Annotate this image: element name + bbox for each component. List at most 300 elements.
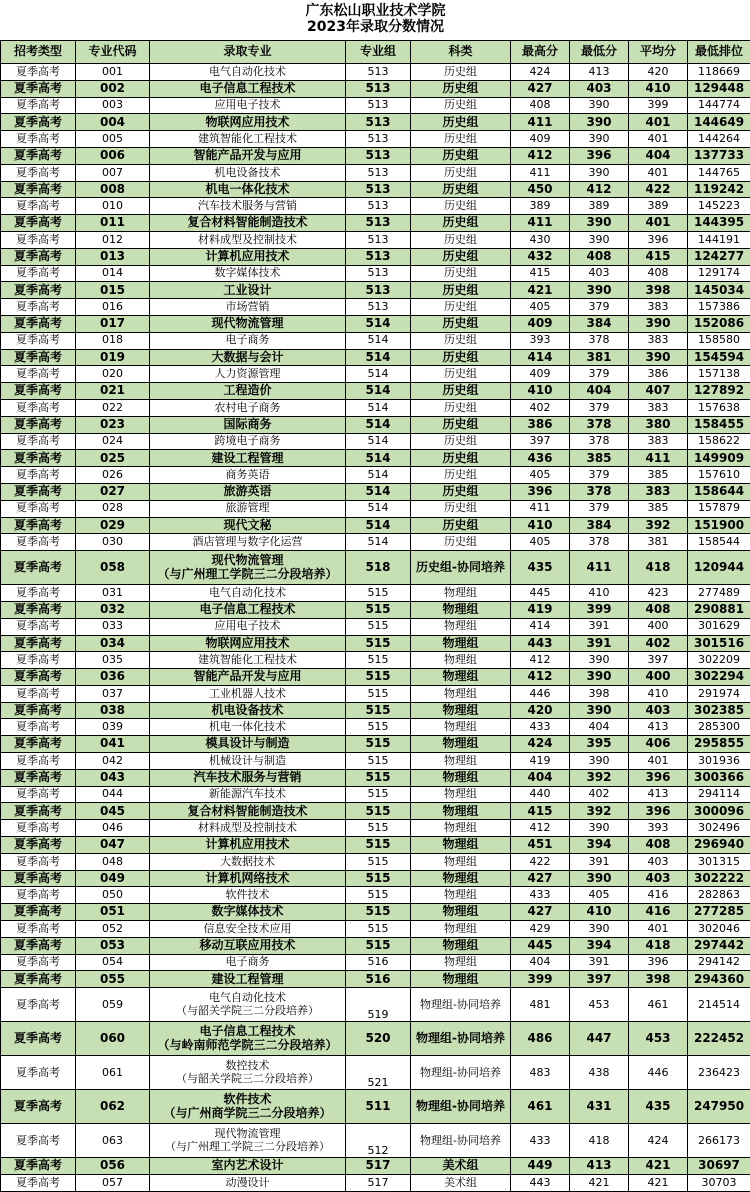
major-name: 应用电子技术 (150, 620, 345, 632)
cell-group: 514 (346, 534, 411, 551)
cell-min: 410 (570, 585, 629, 602)
cell-type: 夏季高考 (1, 64, 76, 81)
major-note: （与岭南师范学院三二分段培养） (150, 1039, 345, 1052)
cell-max: 424 (511, 64, 570, 81)
table-row (1, 299, 750, 316)
table-row (1, 551, 750, 585)
cell-type: 夏季高考 (1, 299, 76, 316)
table-row (1, 114, 750, 131)
cell-min: 399 (570, 601, 629, 618)
cell-type: 夏季高考 (1, 585, 76, 602)
cell-avg: 421 (629, 1175, 688, 1192)
cell-subject: 历史组 (411, 315, 511, 332)
cell-max: 410 (511, 517, 570, 534)
cell-group: 521 (346, 1056, 411, 1090)
cell-code: 028 (76, 500, 150, 517)
major-note: （与广州理工学院三二分段培养） (150, 568, 345, 581)
cell-min: 447 (570, 1022, 629, 1056)
report-title: 2023年录取分数情况 (1, 20, 750, 36)
cell-rank: 158644 (688, 483, 750, 500)
cell-avg: 403 (629, 702, 688, 719)
cell-code: 022 (76, 399, 150, 416)
cell-major (150, 500, 346, 517)
cell-rank: 236423 (688, 1056, 750, 1090)
cell-major (150, 921, 346, 938)
major-name: 室内艺术设计 (150, 1159, 345, 1172)
cell-subject: 历史组 (411, 299, 511, 316)
cell-group: 515 (346, 937, 411, 954)
table-row (1, 215, 750, 232)
cell-code: 048 (76, 853, 150, 870)
cell-group: 514 (346, 349, 411, 366)
cell-major (150, 383, 346, 400)
cell-subject: 物理组 (411, 921, 511, 938)
table-row (1, 601, 750, 618)
major-name: 人力资源管理 (150, 368, 345, 380)
cell-type: 夏季高考 (1, 164, 76, 181)
cell-min: 405 (570, 887, 629, 904)
cell-code: 030 (76, 534, 150, 551)
cell-min: 379 (570, 467, 629, 484)
cell-code: 032 (76, 601, 150, 618)
cell-avg: 411 (629, 450, 688, 467)
cell-subject: 历史组 (411, 500, 511, 517)
table-row (1, 231, 750, 248)
cell-min: 404 (570, 383, 629, 400)
table-row (1, 820, 750, 837)
table-row (1, 198, 750, 215)
cell-subject: 物理组 (411, 669, 511, 686)
cell-major (150, 181, 346, 198)
cell-group: 519 (346, 988, 411, 1022)
cell-max: 440 (511, 786, 570, 803)
cell-code: 060 (76, 1022, 150, 1056)
cell-avg: 420 (629, 64, 688, 81)
table-row (1, 1090, 750, 1124)
cell-major (150, 719, 346, 736)
cell-rank: 157138 (688, 366, 750, 383)
cell-type: 夏季高考 (1, 921, 76, 938)
cell-max: 435 (511, 551, 570, 585)
cell-avg: 403 (629, 853, 688, 870)
cell-group: 514 (346, 366, 411, 383)
cell-max: 405 (511, 534, 570, 551)
table-row (1, 652, 750, 669)
cell-subject: 历史组 (411, 248, 511, 265)
cell-major (150, 736, 346, 753)
cell-min: 392 (570, 769, 629, 786)
cell-rank: 277489 (688, 585, 750, 602)
cell-max: 414 (511, 618, 570, 635)
cell-code: 020 (76, 366, 150, 383)
cell-min: 390 (570, 164, 629, 181)
cell-avg: 404 (629, 147, 688, 164)
cell-min: 403 (570, 265, 629, 282)
table-row (1, 988, 750, 1022)
cell-min: 378 (570, 534, 629, 551)
table-row (1, 853, 750, 870)
major-name: 电子商务 (150, 334, 345, 346)
cell-major (150, 820, 346, 837)
cell-type: 夏季高考 (1, 534, 76, 551)
major-name: 跨境电子商务 (150, 435, 345, 447)
cell-type: 夏季高考 (1, 450, 76, 467)
major-name: 软件技术 (150, 1093, 345, 1106)
cell-type: 夏季高考 (1, 601, 76, 618)
cell-rank: 129448 (688, 80, 750, 97)
cell-subject: 物理组 (411, 601, 511, 618)
cell-major (150, 971, 346, 988)
major-note: （与韶关学院三二分段培养） (150, 1073, 345, 1085)
cell-avg: 461 (629, 988, 688, 1022)
header-avg: 平均分 (629, 41, 688, 64)
cell-min: 379 (570, 366, 629, 383)
cell-code: 025 (76, 450, 150, 467)
cell-group: 515 (346, 585, 411, 602)
cell-avg: 401 (629, 921, 688, 938)
cell-subject: 历史组 (411, 517, 511, 534)
cell-major (150, 803, 346, 820)
cell-type: 夏季高考 (1, 231, 76, 248)
cell-min: 378 (570, 483, 629, 500)
cell-major (150, 248, 346, 265)
cell-code: 035 (76, 652, 150, 669)
cell-min: 390 (570, 282, 629, 299)
cell-code: 057 (76, 1175, 150, 1192)
cell-type: 夏季高考 (1, 483, 76, 500)
cell-type: 夏季高考 (1, 1090, 76, 1124)
cell-code: 047 (76, 837, 150, 854)
cell-group: 513 (346, 299, 411, 316)
cell-major (150, 887, 346, 904)
table-row (1, 500, 750, 517)
cell-type: 夏季高考 (1, 383, 76, 400)
cell-rank: 144765 (688, 164, 750, 181)
cell-subject: 物理组 (411, 652, 511, 669)
cell-subject: 历史组 (411, 114, 511, 131)
cell-group: 515 (346, 769, 411, 786)
cell-rank: 214514 (688, 988, 750, 1022)
cell-avg: 385 (629, 467, 688, 484)
major-name: 建设工程管理 (150, 452, 345, 465)
cell-group: 513 (346, 97, 411, 114)
cell-rank: 157610 (688, 467, 750, 484)
cell-group: 518 (346, 551, 411, 585)
header-group: 专业组 (346, 41, 411, 64)
table-row (1, 1022, 750, 1056)
cell-min: 413 (570, 64, 629, 81)
cell-max: 427 (511, 904, 570, 921)
cell-group: 513 (346, 282, 411, 299)
cell-major (150, 483, 346, 500)
cell-major (150, 114, 346, 131)
cell-group: 513 (346, 80, 411, 97)
cell-major (150, 702, 346, 719)
cell-max: 433 (511, 1124, 570, 1158)
table-row (1, 753, 750, 770)
cell-rank: 302222 (688, 870, 750, 887)
cell-rank: 157386 (688, 299, 750, 316)
cell-group: 516 (346, 971, 411, 988)
cell-max: 420 (511, 702, 570, 719)
cell-type: 夏季高考 (1, 433, 76, 450)
cell-max: 419 (511, 601, 570, 618)
cell-major (150, 299, 346, 316)
cell-major (150, 652, 346, 669)
cell-subject: 物理组 (411, 971, 511, 988)
cell-code: 059 (76, 988, 150, 1022)
cell-rank: 30703 (688, 1175, 750, 1192)
cell-type: 夏季高考 (1, 1022, 76, 1056)
cell-min: 390 (570, 870, 629, 887)
cell-avg: 386 (629, 366, 688, 383)
cell-avg: 406 (629, 736, 688, 753)
cell-group: 514 (346, 500, 411, 517)
cell-avg: 383 (629, 483, 688, 500)
cell-group: 515 (346, 904, 411, 921)
cell-major (150, 988, 346, 1022)
cell-rank: 158544 (688, 534, 750, 551)
major-name: 信息安全技术应用 (150, 923, 345, 935)
table-row (1, 1158, 750, 1175)
cell-group: 515 (346, 702, 411, 719)
cell-max: 443 (511, 1175, 570, 1192)
sheet-title (1, 0, 750, 41)
cell-min: 391 (570, 853, 629, 870)
cell-avg: 401 (629, 131, 688, 148)
cell-type: 夏季高考 (1, 685, 76, 702)
table-row (1, 719, 750, 736)
cell-group: 515 (346, 669, 411, 686)
major-name: 汽车技术服务与营销 (150, 200, 345, 212)
major-name: 机电一体化技术 (150, 183, 345, 196)
major-name: 国际商务 (150, 418, 345, 431)
table-row (1, 736, 750, 753)
cell-avg: 423 (629, 585, 688, 602)
cell-max: 412 (511, 820, 570, 837)
table-row (1, 803, 750, 820)
cell-subject: 美术组 (411, 1158, 511, 1175)
cell-code: 012 (76, 231, 150, 248)
major-name: 电气自动化技术 (150, 587, 345, 599)
cell-avg: 380 (629, 416, 688, 433)
cell-min: 453 (570, 988, 629, 1022)
cell-min: 390 (570, 702, 629, 719)
cell-max: 411 (511, 215, 570, 232)
cell-major (150, 265, 346, 282)
cell-min: 384 (570, 315, 629, 332)
cell-subject: 物理组 (411, 753, 511, 770)
cell-max: 402 (511, 399, 570, 416)
cell-avg: 453 (629, 1022, 688, 1056)
cell-type: 夏季高考 (1, 551, 76, 585)
cell-type: 夏季高考 (1, 517, 76, 534)
cell-subject: 物理组 (411, 870, 511, 887)
cell-max: 405 (511, 299, 570, 316)
cell-subject: 历史组 (411, 80, 511, 97)
table-row (1, 147, 750, 164)
major-name: 机电一体化技术 (150, 721, 345, 733)
cell-major (150, 1158, 346, 1175)
major-name: 电气自动化技术 (150, 992, 345, 1004)
cell-avg: 421 (629, 1158, 688, 1175)
cell-type: 夏季高考 (1, 937, 76, 954)
cell-rank: 120944 (688, 551, 750, 585)
cell-code: 039 (76, 719, 150, 736)
cell-code: 055 (76, 971, 150, 988)
cell-group: 513 (346, 114, 411, 131)
cell-code: 002 (76, 80, 150, 97)
cell-min: 390 (570, 97, 629, 114)
cell-min: 413 (570, 1158, 629, 1175)
major-name: 酒店管理与数字化运营 (150, 536, 345, 548)
cell-type: 夏季高考 (1, 736, 76, 753)
cell-rank: 294360 (688, 971, 750, 988)
cell-max: 404 (511, 954, 570, 971)
cell-code: 019 (76, 349, 150, 366)
table-row (1, 164, 750, 181)
cell-max: 421 (511, 282, 570, 299)
major-name: 电子信息工程技术 (150, 603, 345, 616)
cell-subject: 物理组 (411, 887, 511, 904)
cell-avg: 424 (629, 1124, 688, 1158)
cell-subject: 物理组 (411, 904, 511, 921)
cell-rank: 301315 (688, 853, 750, 870)
cell-rank: 302046 (688, 921, 750, 938)
major-name: 材料成型及控制技术 (150, 234, 345, 246)
cell-subject: 物理组 (411, 685, 511, 702)
cell-major (150, 282, 346, 299)
cell-rank: 129174 (688, 265, 750, 282)
cell-group: 513 (346, 164, 411, 181)
cell-max: 415 (511, 803, 570, 820)
cell-type: 夏季高考 (1, 635, 76, 652)
cell-major (150, 601, 346, 618)
cell-type: 夏季高考 (1, 769, 76, 786)
cell-major (150, 450, 346, 467)
table-row (1, 467, 750, 484)
cell-max: 445 (511, 937, 570, 954)
cell-max: 405 (511, 467, 570, 484)
cell-avg: 396 (629, 769, 688, 786)
table-row (1, 904, 750, 921)
cell-rank: 266173 (688, 1124, 750, 1158)
table-row (1, 416, 750, 433)
cell-group: 517 (346, 1175, 411, 1192)
cell-group: 517 (346, 1158, 411, 1175)
cell-max: 483 (511, 1056, 570, 1090)
cell-group: 513 (346, 215, 411, 232)
table-row (1, 702, 750, 719)
table-row (1, 64, 750, 81)
major-name: 应用电子技术 (150, 99, 345, 111)
cell-subject: 历史组 (411, 265, 511, 282)
major-name: 数字媒体技术 (150, 267, 345, 279)
cell-major (150, 618, 346, 635)
cell-code: 017 (76, 315, 150, 332)
table-row (1, 483, 750, 500)
cell-avg: 408 (629, 601, 688, 618)
cell-rank: 295855 (688, 736, 750, 753)
cell-rank: 277285 (688, 904, 750, 921)
cell-avg: 385 (629, 500, 688, 517)
cell-code: 056 (76, 1158, 150, 1175)
cell-type: 夏季高考 (1, 1175, 76, 1192)
cell-rank: 145223 (688, 198, 750, 215)
cell-type: 夏季高考 (1, 618, 76, 635)
cell-rank: 285300 (688, 719, 750, 736)
major-name: 大数据技术 (150, 856, 345, 868)
cell-group: 516 (346, 954, 411, 971)
cell-major (150, 685, 346, 702)
cell-max: 412 (511, 652, 570, 669)
cell-code: 006 (76, 147, 150, 164)
cell-avg: 397 (629, 652, 688, 669)
cell-avg: 396 (629, 803, 688, 820)
cell-avg: 383 (629, 399, 688, 416)
major-name: 工程造价 (150, 384, 345, 397)
cell-code: 051 (76, 904, 150, 921)
cell-group: 514 (346, 483, 411, 500)
cell-subject: 历史组 (411, 131, 511, 148)
major-note: （与韶关学院三二分段培养） (150, 1005, 345, 1017)
cell-min: 389 (570, 198, 629, 215)
cell-type: 夏季高考 (1, 315, 76, 332)
cell-min: 390 (570, 652, 629, 669)
header-code: 专业代码 (76, 41, 150, 64)
major-name: 汽车技术服务与营销 (150, 771, 345, 784)
cell-max: 409 (511, 315, 570, 332)
cell-max: 396 (511, 483, 570, 500)
cell-rank: 297442 (688, 937, 750, 954)
table-row (1, 80, 750, 97)
cell-major (150, 1022, 346, 1056)
cell-group: 515 (346, 921, 411, 938)
cell-avg: 415 (629, 248, 688, 265)
cell-type: 夏季高考 (1, 1158, 76, 1175)
cell-group: 514 (346, 450, 411, 467)
cell-group: 513 (346, 181, 411, 198)
cell-subject: 历史组 (411, 181, 511, 198)
cell-major (150, 399, 346, 416)
table-row (1, 450, 750, 467)
cell-group: 515 (346, 618, 411, 635)
header-rank: 最低排位 (688, 41, 750, 64)
cell-subject: 物理组 (411, 954, 511, 971)
cell-subject: 物理组 (411, 803, 511, 820)
cell-type: 夏季高考 (1, 904, 76, 921)
major-name: 现代物流管理 (150, 317, 345, 330)
cell-type: 夏季高考 (1, 1124, 76, 1158)
header-min: 最低分 (570, 41, 629, 64)
cell-subject: 物理组-协同培养 (411, 1056, 511, 1090)
cell-group: 514 (346, 433, 411, 450)
cell-subject: 物理组 (411, 820, 511, 837)
cell-code: 010 (76, 198, 150, 215)
cell-avg: 383 (629, 433, 688, 450)
cell-major (150, 215, 346, 232)
cell-code: 004 (76, 114, 150, 131)
header-type: 招考类型 (1, 41, 76, 64)
cell-major (150, 349, 346, 366)
cell-max: 419 (511, 753, 570, 770)
cell-major (150, 635, 346, 652)
cell-type: 夏季高考 (1, 652, 76, 669)
cell-group: 514 (346, 383, 411, 400)
cell-group: 515 (346, 887, 411, 904)
cell-major (150, 97, 346, 114)
cell-group: 515 (346, 837, 411, 854)
